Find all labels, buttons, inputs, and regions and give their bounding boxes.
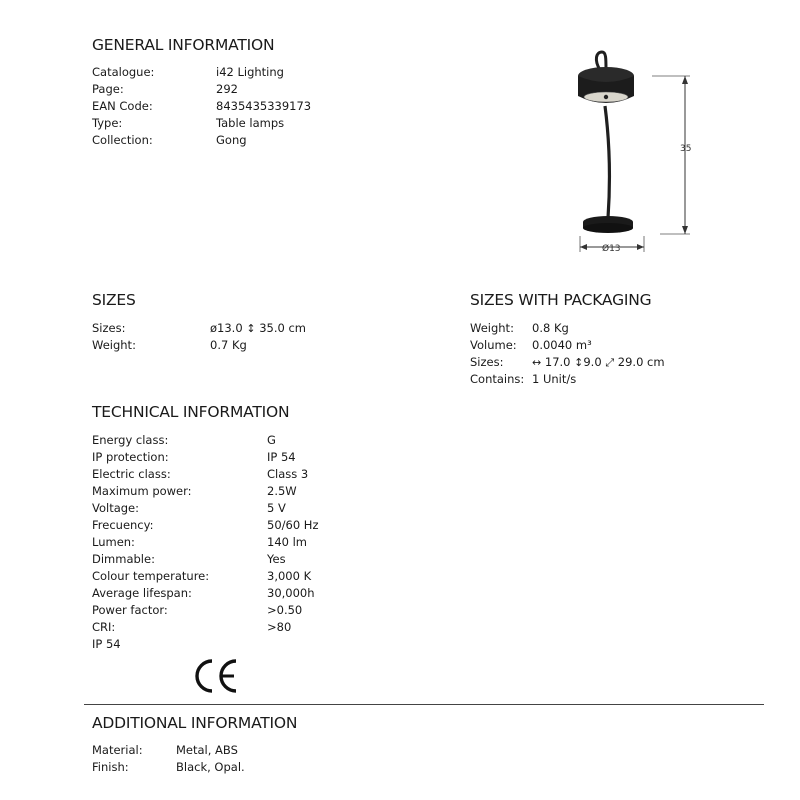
section-divider [84, 704, 764, 705]
technical-label: Colour temperature: [92, 569, 210, 583]
technical-value: 5 V [267, 501, 286, 515]
diameter-arrow-left-icon [580, 244, 587, 250]
technical-value: Yes [267, 552, 286, 566]
weight-value: 0.7 Kg [210, 338, 247, 352]
sizes-value [210, 320, 306, 337]
packaging-weight-label: Weight: [470, 321, 514, 335]
packaging-sizes-label: Sizes: [470, 355, 504, 369]
general-value: 8435435339173 [216, 99, 312, 113]
technical-value: Class 3 [267, 467, 309, 481]
height-arrow-icon: ↕ [246, 322, 256, 335]
ce-c-letter [197, 661, 212, 691]
packaging-volume-value: 0.0040 m³ [532, 338, 592, 352]
general-label: Collection: [92, 133, 153, 147]
weight-label: Weight: [92, 338, 136, 352]
diameter-value: ø13.0 [210, 321, 243, 335]
lamp-base-bottom [583, 223, 633, 233]
additional-value: Metal, ABS [176, 743, 238, 757]
ip-rating-note: IP 54 [92, 637, 121, 651]
technical-label: Average lifespan: [92, 586, 192, 600]
technical-label: Frecuency: [92, 518, 154, 532]
height-arrow-icon: ↕ [574, 356, 584, 369]
depth-arrow-icon: ⤢ [605, 356, 615, 369]
general-value: i42 Lighting [216, 65, 284, 79]
packaging-depth-value: 29.0 cm [617, 355, 665, 369]
technical-value: >0.50 [267, 603, 303, 617]
technical-information-heading: TECHNICAL INFORMATION [92, 403, 290, 421]
technical-label: Dimmable: [92, 552, 155, 566]
packaging-height-value: 9.0 [583, 355, 602, 369]
general-value: Table lamps [216, 116, 285, 130]
technical-label: IP protection: [92, 450, 169, 464]
packaging-weight-value: 0.8 Kg [532, 321, 569, 335]
technical-value: G [267, 433, 276, 447]
packaging-width-value: 17.0 [544, 355, 571, 369]
technical-value: IP 54 [267, 450, 296, 464]
technical-label: Energy class: [92, 433, 169, 447]
technical-value: 2.5W [267, 484, 297, 498]
general-label: Catalogue: [92, 65, 155, 79]
height-dimension-label: 35 [680, 144, 692, 154]
technical-label: Power factor: [92, 603, 168, 617]
technical-label: CRI: [92, 620, 116, 634]
height-value: 35.0 cm [259, 321, 306, 335]
height-arrow-up-icon [682, 76, 688, 84]
additional-information-heading: ADDITIONAL INFORMATION [92, 714, 298, 732]
technical-value: 50/60 Hz [267, 518, 319, 532]
ce-mark-icon [192, 657, 240, 695]
general-value: Gong [216, 133, 247, 147]
additional-label: Finish: [92, 760, 129, 774]
height-arrow-down-icon [682, 226, 688, 234]
width-arrow-icon: ↔ [532, 356, 542, 369]
technical-value: 140 lm [267, 535, 308, 549]
general-label: EAN Code: [92, 99, 153, 113]
technical-label: Maximum power: [92, 484, 192, 498]
sizes-label: Sizes: [92, 321, 126, 335]
lamp-dimension-drawing [560, 40, 720, 260]
technical-label: Lumen: [92, 535, 135, 549]
packaging-contains-value: 1 Unit/s [532, 372, 577, 386]
technical-value: >80 [267, 620, 292, 634]
general-label: Page: [92, 82, 124, 96]
lamp-stem [605, 106, 609, 218]
packaging-volume-label: Volume: [470, 338, 517, 352]
packaging-sizes-value [532, 354, 665, 371]
sizes-heading: SIZES [92, 291, 136, 309]
packaging-contains-label: Contains: [470, 372, 525, 386]
diameter-arrow-right-icon [637, 244, 644, 250]
general-label: Type: [92, 116, 123, 130]
additional-label: Material: [92, 743, 143, 757]
general-information-heading: GENERAL INFORMATION [92, 36, 275, 54]
diameter-dimension-label: Ø13 [602, 244, 621, 254]
packaging-heading: SIZES WITH PACKAGING [470, 291, 652, 309]
lamp-center-dot [604, 95, 608, 99]
technical-label: Electric class: [92, 467, 171, 481]
additional-value: Black, Opal. [176, 760, 245, 774]
technical-value: 3,000 K [267, 569, 312, 583]
technical-label: Voltage: [92, 501, 140, 515]
general-value: 292 [216, 82, 238, 96]
technical-value: 30,000h [267, 586, 315, 600]
